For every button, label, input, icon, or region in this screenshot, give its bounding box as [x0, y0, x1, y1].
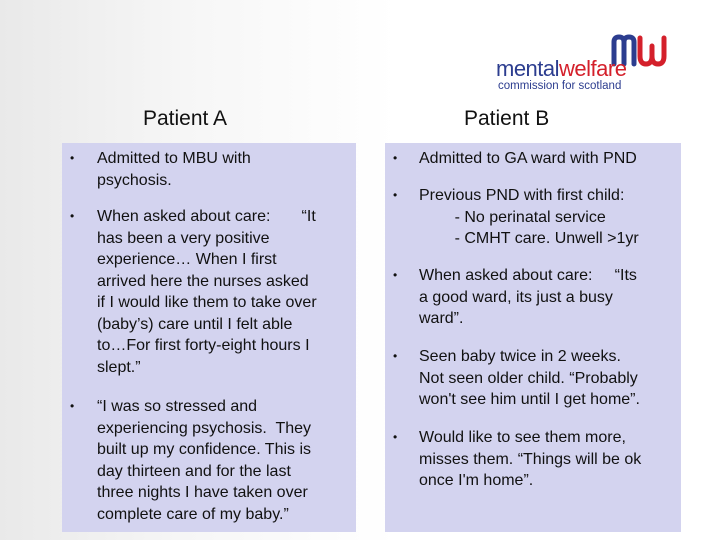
patient-a-heading: Patient A — [143, 107, 228, 130]
list-item-text: Seen baby twice in 2 weeks. Not seen older child. “Probably won't see him until I get home”. — [419, 348, 640, 408]
bullet: • — [70, 209, 75, 223]
list-item-text: Admitted to GA ward with PND — [419, 150, 637, 167]
logo-wordmark-welfare: welfare — [559, 56, 627, 81]
patient-a-panel — [62, 143, 356, 532]
list-item-text: When asked about care: “It has been a very positive experience… When I first arrived here the nurses asked if I would like them to take over (baby’s) care until I felt able to…For first forty-eight hours I slept.” — [97, 208, 317, 376]
bullet: • — [393, 349, 398, 363]
logo-wordmark — [496, 56, 626, 82]
bullet: • — [70, 399, 75, 413]
list-item-text: “I was so stressed and experiencing psychosis. They built up my confidence. This is day thirteen and for the last three nights I have taken over complete care of my baby.” — [97, 398, 312, 523]
bullet: • — [393, 430, 398, 444]
list-item-text: Would like to see them more, misses them. “Things will be ok once I'm home”. — [419, 429, 642, 489]
bullet: • — [393, 188, 398, 202]
bullet: • — [393, 268, 398, 282]
list-item-text: Previous PND with first child: - No perinatal service - CMHT care. Unwell >1yr — [419, 187, 639, 247]
list-item-text: Admitted to MBU with psychosis. — [97, 150, 251, 189]
logo-wordmark-mental: mental — [496, 56, 560, 81]
patient-b-heading: Patient B — [464, 107, 550, 130]
bullet: • — [393, 151, 398, 165]
mwc-logo — [496, 34, 696, 94]
list-item-text: When asked about care: “Its a good ward, its just a busy ward”. — [419, 267, 637, 327]
patient-b-panel — [385, 143, 681, 532]
logo-tagline: commission for scotland — [498, 80, 622, 92]
bullet: • — [70, 151, 75, 165]
